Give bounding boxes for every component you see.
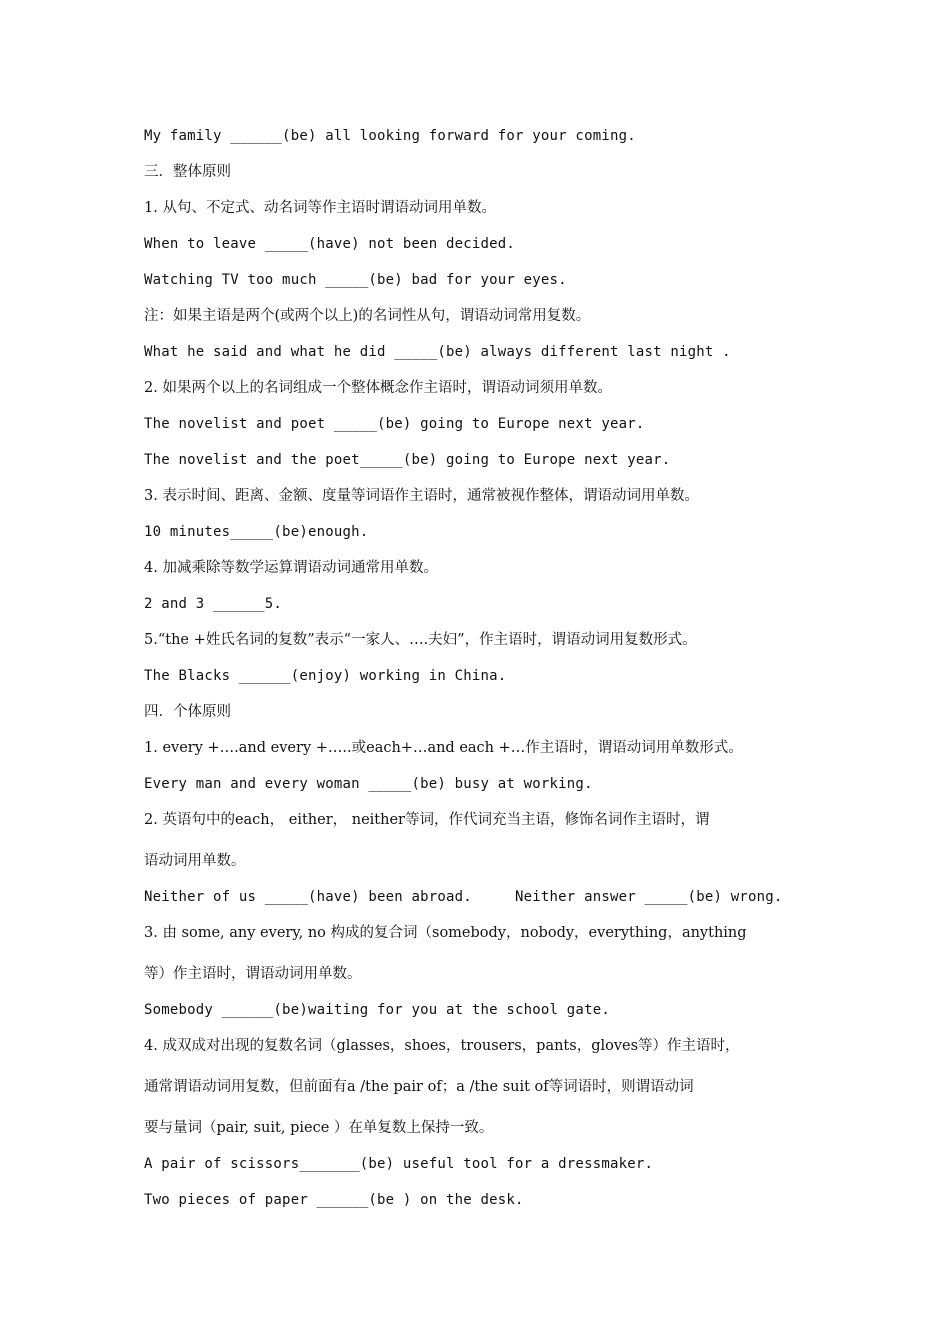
rule-text: 4. 加减乘除等数学运算谓语动词通常用单数。 — [144, 560, 438, 576]
example-sentence: A pair of scissors_______(be) useful tool for a dressmaker. — [144, 1156, 654, 1172]
rule-text: 4. 成双成对出现的复数名词（glasses，shoes，trousers，pants，gloves等）作主语时， — [144, 1038, 740, 1054]
example-sentence: The novelist and the poet_____(be) going to Europe next year. — [144, 452, 671, 468]
rule-text: 1. every +….and every +…..或each+…and each +…作主语时，谓语动词用单数形式。 — [144, 740, 743, 756]
rule-text-continued: 语动词用单数。 — [144, 853, 246, 869]
rule-text: 1. 从句、不定式、动名词等作主语时谓语动词用单数。 — [144, 200, 496, 216]
example-sentence: Somebody ______(be)waiting for you at the school gate. — [144, 1002, 610, 1018]
example-sentence: When to leave _____(have) not been decided. — [144, 236, 516, 252]
rule-text-continued: 要与量词（pair, suit, piece ）在单复数上保持一致。 — [144, 1120, 494, 1136]
example-sentence: Watching TV too much _____(be) bad for your eyes. — [144, 272, 567, 288]
example-sentence: The Blacks ______(enjoy) working in China. — [144, 668, 507, 684]
rule-text: 2. 如果两个以上的名词组成一个整体概念作主语时，谓语动词须用单数。 — [144, 380, 612, 396]
rule-text: 5.“the +姓氏名词的复数”表示“一家人、….夫妇”，作主语时，谓语动词用复数形式。 — [144, 632, 697, 648]
example-sentence: What he said and what he did _____(be) always different last night . — [144, 344, 731, 360]
section-heading: 四．个体原则 — [144, 704, 231, 720]
rule-text: 3. 表示时间、距离、金额、度量等词语作主语时，通常被视作整体，谓语动词用单数。 — [144, 488, 699, 504]
example-sentence: Neither of us _____(have) been abroad. Neither answer _____(be) wrong. — [144, 889, 783, 905]
note-text: 注：如果主语是两个(或两个以上)的名词性从句，谓语动词常用复数。 — [144, 308, 591, 324]
example-sentence: Every man and every woman _____(be) busy at working. — [144, 776, 593, 792]
rule-text-continued: 等）作主语时，谓语动词用单数。 — [144, 966, 362, 982]
example-sentence: My family ______(be) all looking forward for your coming. — [144, 128, 636, 144]
rule-text-continued: 通常谓语动词用复数，但前面有a /the pair of；a /the suit of等词语时，则谓语动词 — [144, 1079, 694, 1095]
rule-text: 2. 英语句中的each， either， neither等词，作代词充当主语，修饰名词作主语时，谓 — [144, 812, 710, 828]
section-heading: 三．整体原则 — [144, 164, 231, 180]
example-sentence: 10 minutes_____(be)enough. — [144, 524, 369, 540]
document-body — [144, 124, 824, 1224]
example-sentence: The novelist and poet _____(be) going to Europe next year. — [144, 416, 645, 432]
rule-text: 3. 由 some, any every, no 构成的复合词（somebody，nobody，everything，anything — [144, 925, 747, 941]
example-sentence: Two pieces of paper ______(be ) on the desk. — [144, 1192, 524, 1208]
example-sentence: 2 and 3 ______5. — [144, 596, 283, 612]
